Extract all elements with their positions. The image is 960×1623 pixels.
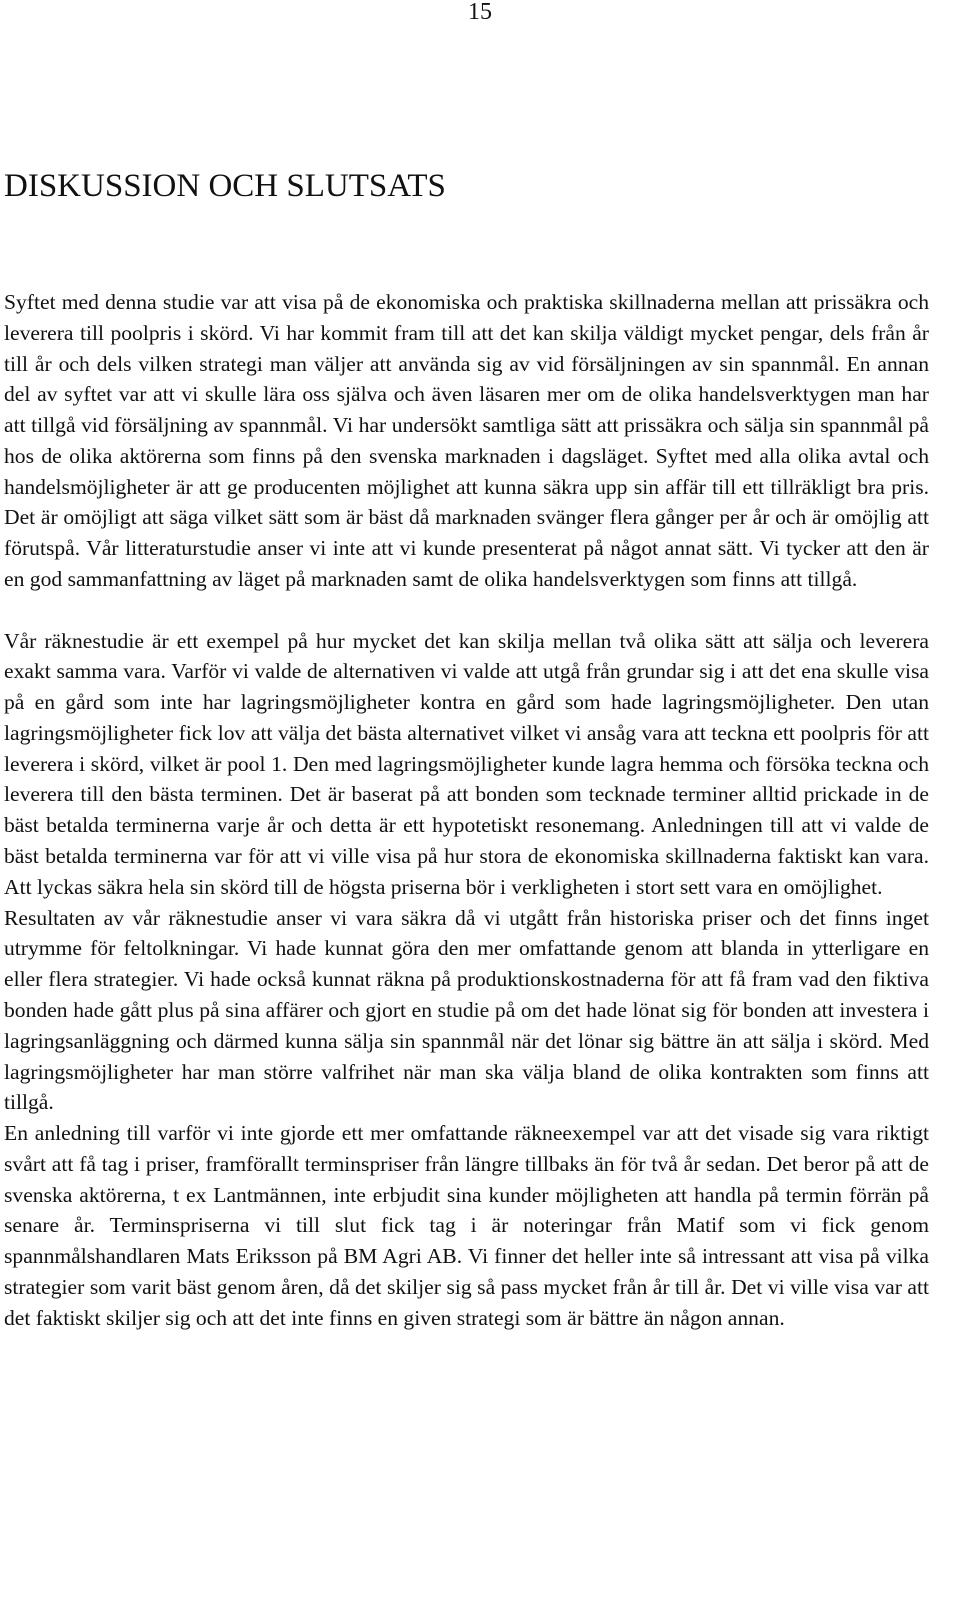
paragraph-spacer xyxy=(4,595,929,626)
section-body xyxy=(4,287,929,1334)
section-heading: DISKUSSION OCH SLUTSATS xyxy=(4,168,446,204)
paragraph-results: Resultaten av vår räknestudie anser vi vara säkra då vi utgått från historiska priser och det finns inget utrymme för feltolkningar. Vi hade kunnat göra den mer omfattande genom att blanda in ytterligare en eller flera strategier. Vi hade också kunnat räkna på produktionskostnaderna för att få fram vad den fiktiva bonden hade gått plus på sina affärer och gjort en studie på om det hade lönat sig för bonden att investera i lagringsanläggning och därmed kunna sälja sin spannmål när det lönar sig bättre än att sälja i skörd. Med lagringsmöjligheter har man större valfrihet när man ska välja bland de olika kontrakten som finns att tillgå. xyxy=(4,905,929,1115)
paragraph-purpose: Syftet med denna studie var att visa på de ekonomiska och praktiska skillnaderna mellan att prissäkra och leverera till poolpris i skörd. Vi har kommit fram till att det kan skilja väldigt mycket pengar, dels från år till år och dels vilken strategi man väljer att använda sig av vid försäljningen av sin spannmål. En annan del av syftet var att vi skulle lära oss själva och även läsaren mer om de olika handelsverktygen man har att tillgå vid försäljning av spannmål. Vi har undersökt samtliga sätt att prissäkra och sälja sin spannmål på hos de olika aktörerna som finns på den svenska marknaden i dagsläget. Syftet med alla olika avtal och handelsmöjligheter är att ge producenten möjlighet att kunna säkra upp sin affär till ett tillräkligt bra pris. Det är omöjligt att säga vilket sätt som är bäst då marknaden svänger flera gånger per år och är omöjlig att förutspå. Vår litteraturstudie anser vi inte att vi kunde presenterat på något annat sätt. Vi tycker att den är en god sammanfattning av läget på marknaden samt de olika handelsverktygen som finns att tillgå. xyxy=(4,290,929,592)
paragraph-calculation-study: Vår räknestudie är ett exempel på hur mycket det kan skilja mellan två olika sätt att sälja och leverera exakt samma vara. Varför vi valde de alternativen vi valde att utgå från grundar sig i att det ena skulle visa på en gård som inte har lagringsmöjligheter kontra en gård som hade lagringsmöjligheter. Den utan lagringsmöjligheter fick lov att välja det bästa alternativet vilket vi ansåg vara att teckna ett poolpris för att leverera i skörd, vilket är pool 1. Den med lagringsmöjligheter kunde lagra hemma och försöka teckna och leverera till den bästa terminen. Det är baserat på att bonden som tecknade terminer alltid prickade in de bäst betalda terminerna varje år och detta är ett hypotetiskt resonemang. Anledningen till att vi valde de bäst betalda terminerna var för att vi ville visa på hur stora de ekonomiska skillnaderna faktiskt kan vara. Att lyckas säkra hela sin skörd till de högsta priserna bör i verkligheten i stort sett vara en omöjlighet. xyxy=(4,628,929,899)
paragraph-price-data: En anledning till varför vi inte gjorde ett mer omfattande räkneexempel var att det visade sig vara riktigt svårt att få tag i priser, framförallt terminspriser från längre tillbaks än för två år sedan. Det beror på att de svenska aktörerna, t ex Lantmännen, inte erbjudit sina kunder möjligheten att handla på termin förrän på senare år. Terminspriserna vi till slut fick tag i är noteringar från Matif som vi fick genom spannmålshandlaren Mats Eriksson på BM Agri AB. Vi finner det heller inte så intressant att visa på vilka strategier som varit bäst genom åren, då det skiljer sig så pass mycket från år till år. Det vi ville visa var att det faktiskt skiljer sig och att det inte finns en given strategi som är bättre än någon annan. xyxy=(4,1121,929,1330)
page-number: 15 xyxy=(468,0,492,25)
